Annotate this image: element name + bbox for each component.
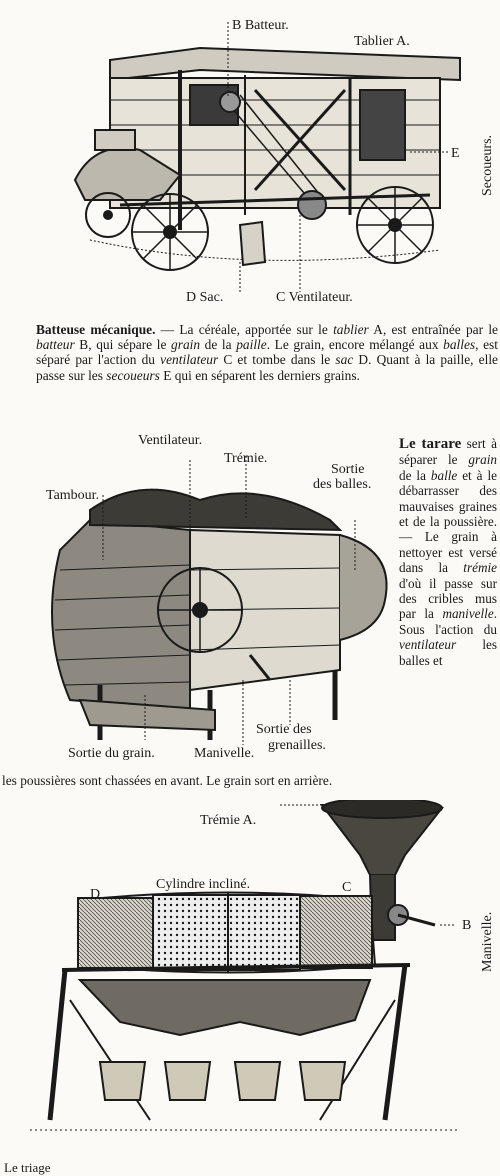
label-tremie-3: Trémie A. (200, 813, 257, 828)
label-sortie-balles-2: des balles. (313, 477, 372, 492)
tarare-description-continued: les poussières sont chassées en avant. Le grain sort en arrière. (2, 773, 333, 788)
tarare-title: Le tarare (399, 436, 462, 452)
label-manivelle-3: Manivelle. (480, 911, 495, 972)
label-manivelle-2: Manivelle. (194, 746, 255, 761)
label-sortie-grenailles-2: grenailles. (268, 738, 326, 753)
label-sac: D Sac. (186, 290, 224, 305)
label-secoueurs: Secoueurs. (480, 134, 495, 196)
label-d: D (90, 887, 101, 902)
footer-fragment: Le triage (4, 1160, 51, 1175)
label-c: C (342, 880, 352, 895)
label-sortie-balles-1: Sortie (331, 462, 365, 477)
sorting-cylinder-illustration (0, 800, 470, 1150)
label-batteur: B Batteur. (232, 18, 289, 33)
caption-title: Batteuse mécanique. (36, 322, 156, 337)
tarare-description: Le tarare sert à séparer le grain de la balle et à le débarrasser des mauvaises graines et de la poussière. — Le grain à nettoyer est versé dans la trémie d'où il passe sur des cribles mus par la manivelle. Sous l'action du ventilateur les balles et (399, 436, 497, 668)
label-tremie-2: Trémie. (224, 451, 268, 466)
label-cylindre: Cylindre incliné. (156, 877, 251, 892)
label-tablier: Tablier A. (354, 34, 410, 49)
label-e: E (451, 146, 460, 161)
label-ventilateur: C Ventilateur. (276, 290, 353, 305)
label-sortie-grain: Sortie du grain. (68, 746, 155, 761)
label-sortie-grenailles-1: Sortie des (256, 722, 312, 737)
caption-batteuse: Batteuse mécanique. — La céréale, apportée sur le tablier A, est entraînée par le batteur B, qui sépare le grain de la paille. Le grain, encore mélangé aux balles, est séparé par l'action du ventilateur C et tombe dans le sac D. Quant à la paille, elle passe sur les secoueurs E qui en séparent les derniers grains. (36, 322, 498, 383)
label-b: B (462, 918, 472, 933)
label-tambour: Tambour. (46, 488, 100, 503)
label-ventilateur-2: Ventilateur. (138, 433, 203, 448)
threshing-machine-illustration (0, 0, 500, 300)
